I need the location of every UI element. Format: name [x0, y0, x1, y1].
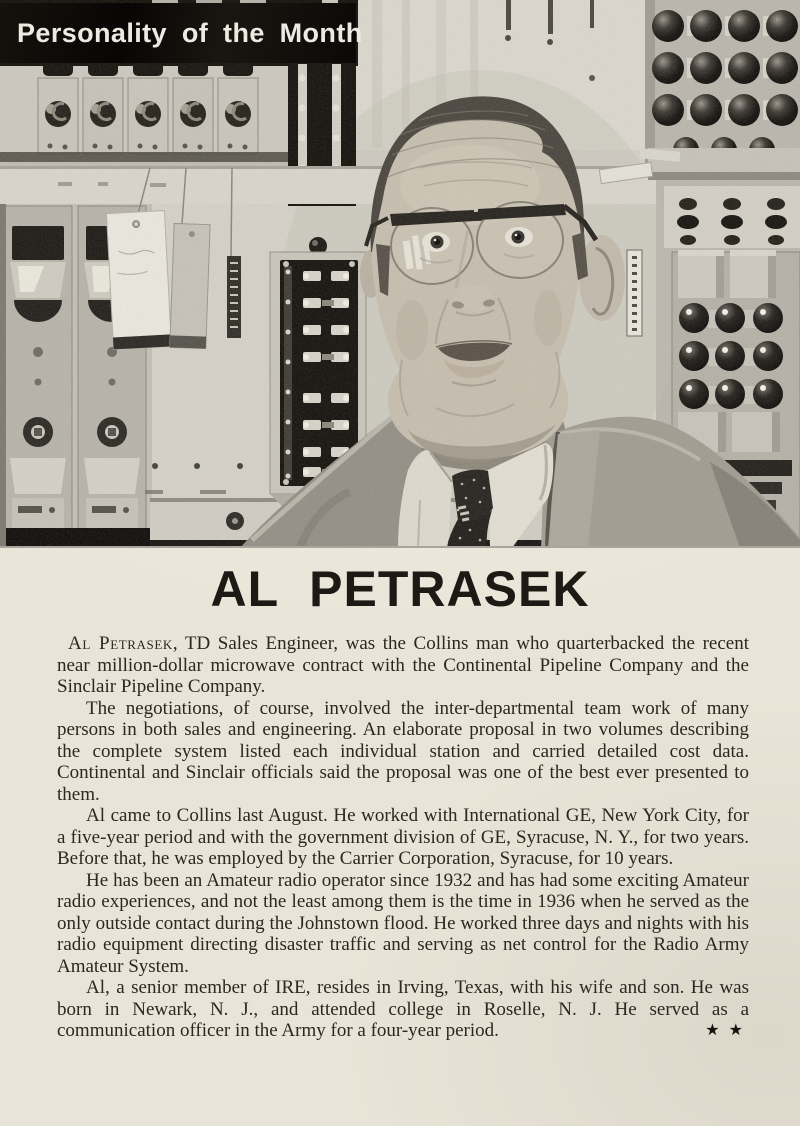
paragraph-3: Al came to Collins last August. He worked with International GE, New York City, for a five-year period and with the government division of GE, Syracuse, N. Y., for two years. Before that, he was employed by the Carrier Corporation, Syracuse, for 10 years.: [57, 805, 749, 869]
paragraph-5: [57, 977, 749, 1042]
paragraph-1-text: , TD Sales Engineer, was the Collins man who quarterbacked the recent near million-dollar microwave contract with the Continental Pipeline Company and the Sinclair Pipeline Company.: [57, 633, 749, 697]
paragraph-2: The negotiations, of course, involved the inter-departmental team work of many persons in both sales and engineering. An elaborate proposal in two volumes describing the complete system listed each individual station and carried detailed cost data. Continental and Sinclair officials said the proposal was one of the best ever presented to them.: [57, 697, 749, 805]
lead-smallcaps-name: Al Petrasek: [68, 633, 173, 654]
paragraph-1: [57, 633, 749, 698]
headline: AL PETRASEK: [210, 561, 590, 617]
photo-edge: [0, 546, 800, 548]
paragraph-4: He has been an Amateur radio operator since 1932 and has had some exciting Amateur radio experiences, and not the least among them is the time in 1936 when he served as the only outside contact during the Johnstown flood. He worked three days and nights with his radio equipment directing disaster traffic and serving as net control for the Radio Army Amateur System.: [57, 869, 749, 977]
feature-photo: [0, 0, 800, 548]
photo-grain: [0, 0, 800, 548]
banner-label: Personality of the Month: [17, 17, 363, 48]
paragraph-5-text: Al, a senior member of IRE, resides in Irving, Texas, with his wife and son. He was born in Newark, N. J., and attended college in Roselle, N. J. He served as a communication officer in the Army for a four-year period.: [57, 977, 749, 1041]
end-stars: ★ ★: [705, 1020, 745, 1039]
article-body: [57, 633, 749, 1042]
photo-illustration: [0, 0, 800, 548]
banner: [0, 3, 363, 63]
